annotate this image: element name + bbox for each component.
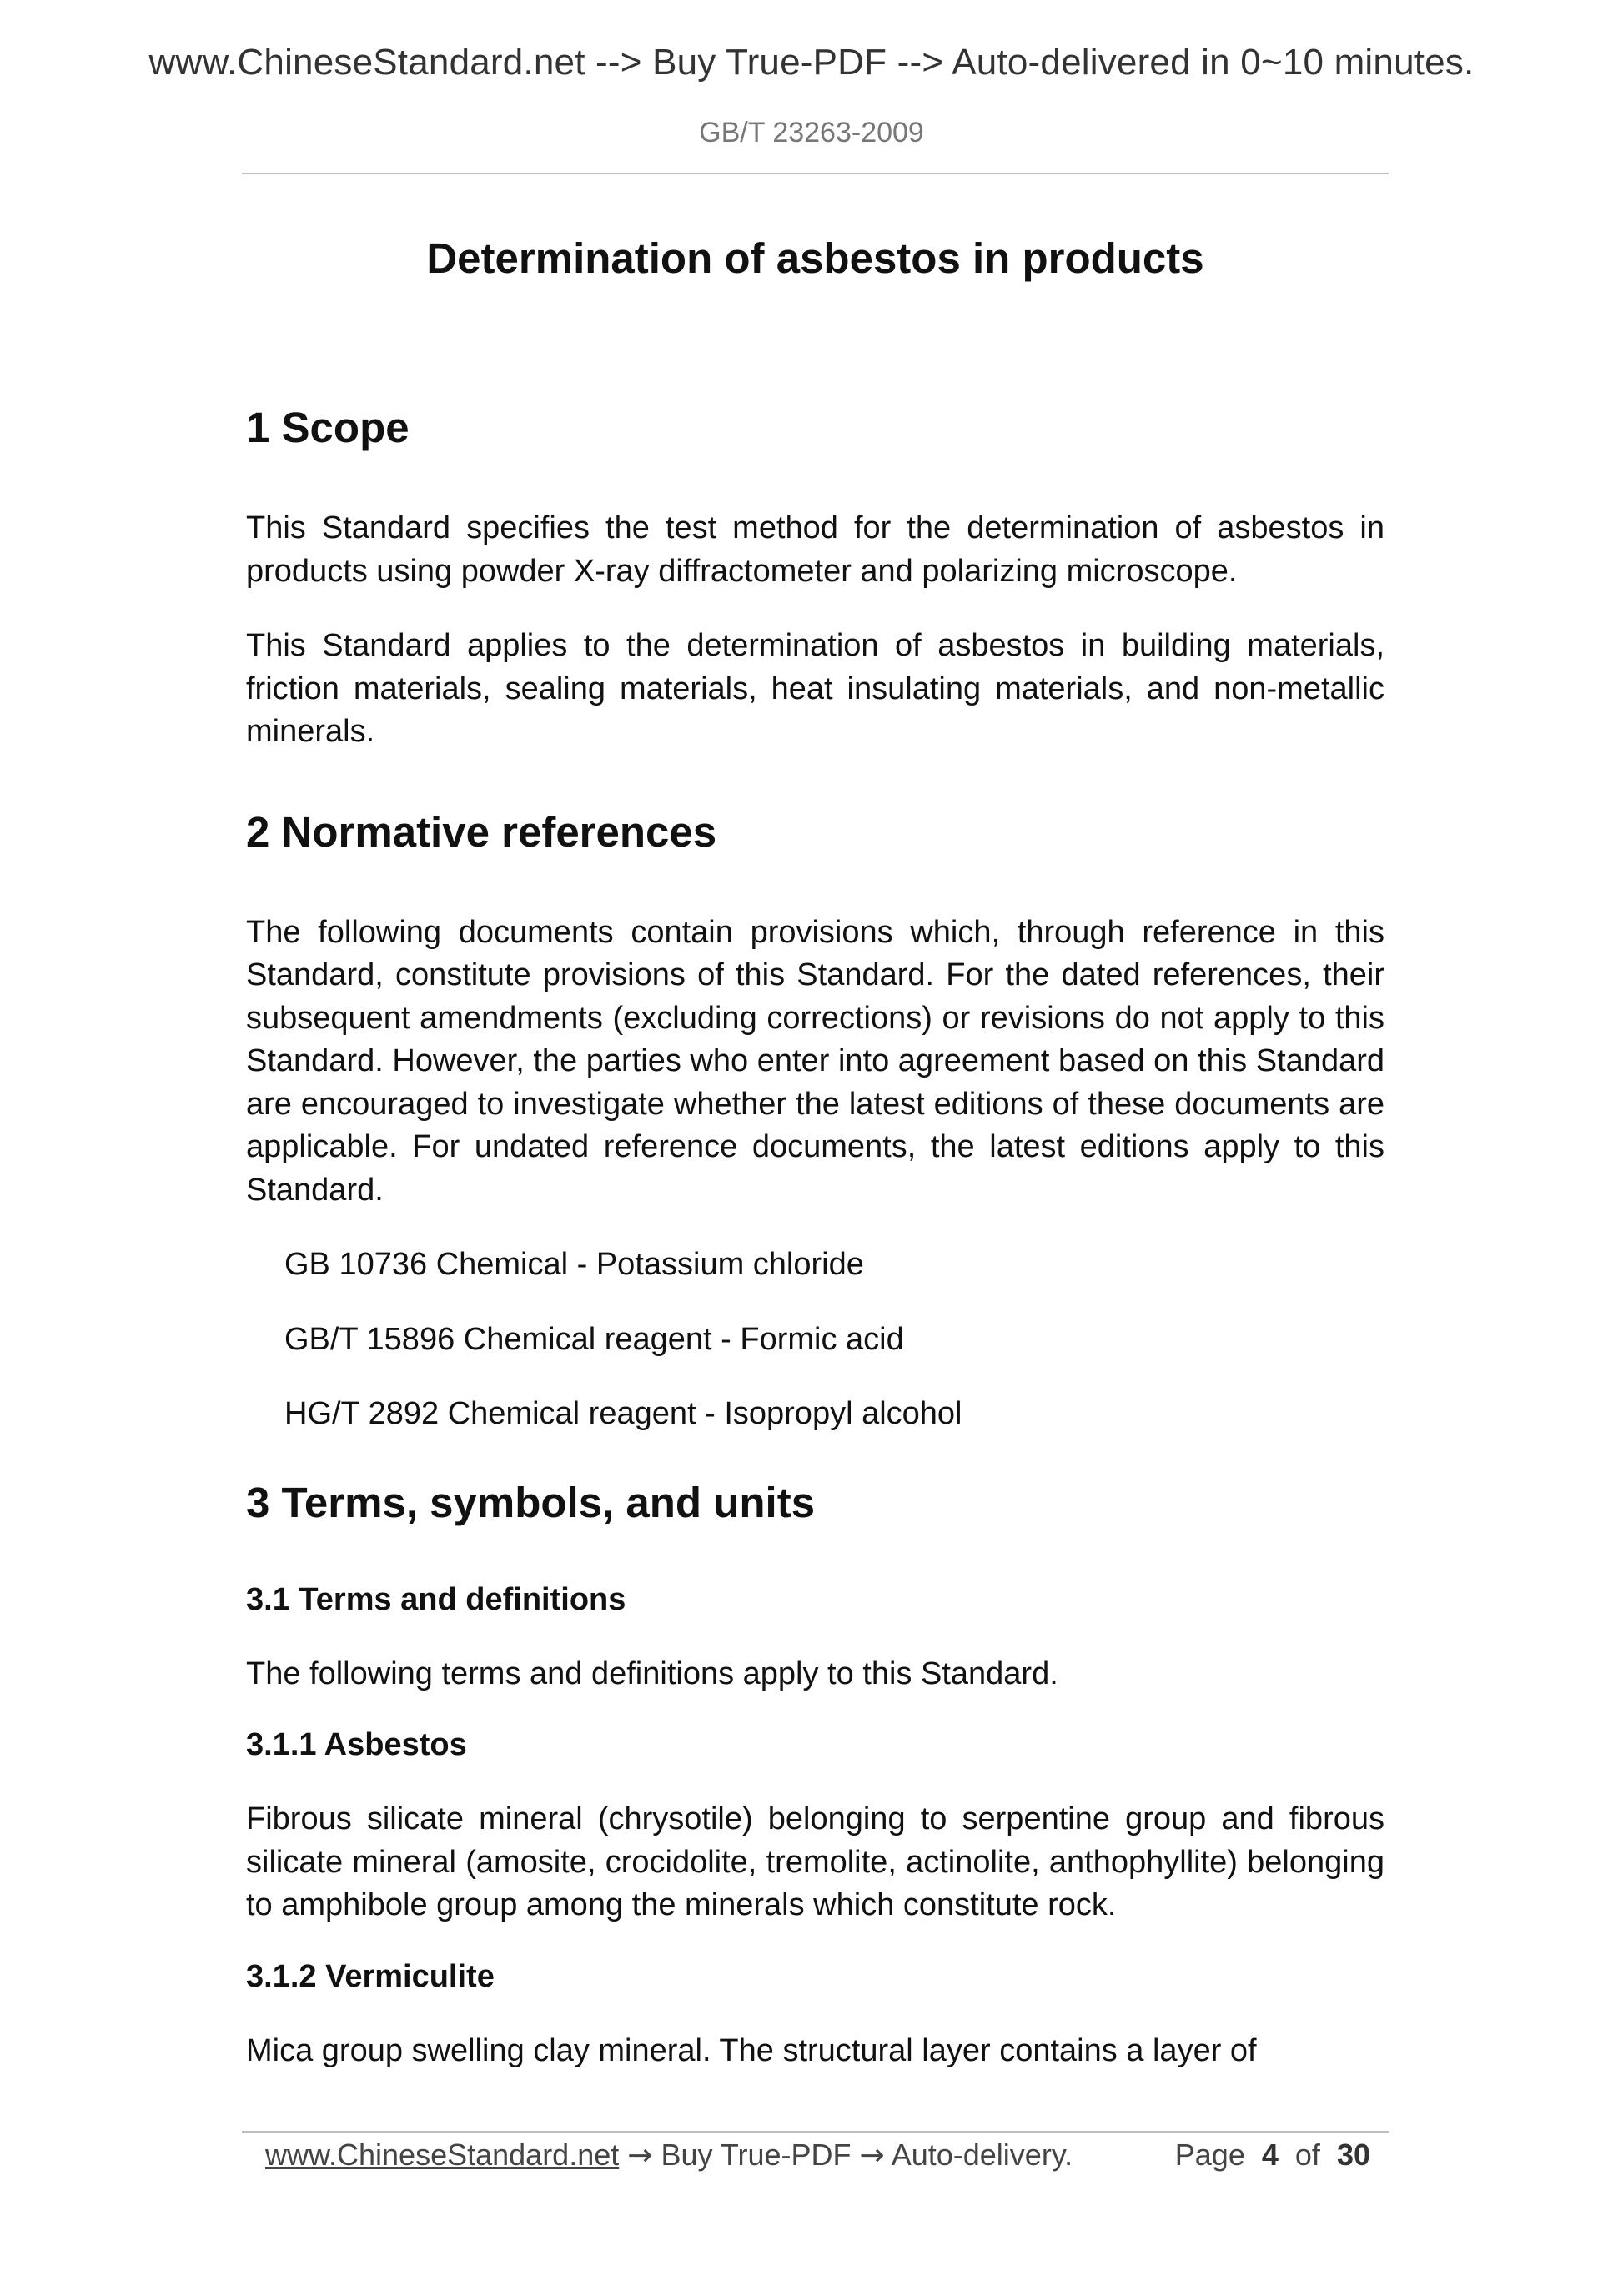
subsection-heading-terms-definitions: 3.1 Terms and definitions (246, 1581, 626, 1617)
footer-site-link[interactable]: www.ChineseStandard.net (265, 2138, 620, 2172)
terms-intro-paragraph: The following terms and definitions apply to this Standard. (246, 1655, 1058, 1691)
document-title: Determination of asbestos in products (426, 234, 1204, 282)
footer-delivery-text: Auto-delivery. (891, 2138, 1073, 2172)
term-definition-vermiculite: Mica group swelling clay mineral. The structural layer contains a layer of (246, 2032, 1257, 2068)
page-of-label: of (1294, 2138, 1320, 2172)
document-code: GB/T 23263-2009 (699, 117, 924, 148)
reference-item: GB 10736 Chemical - Potassium chloride (284, 1247, 864, 1282)
term-heading-asbestos: 3.1.1 Asbestos (246, 1727, 467, 1762)
header-banner: www.ChineseStandard.net --> Buy True-PDF --> Auto-delivered in 0~10 minutes. (148, 42, 1475, 83)
footer-divider (242, 2131, 1389, 2133)
section-heading-normative-references: 2 Normative references (246, 807, 717, 856)
header-divider (242, 173, 1389, 174)
reference-item: HG/T 2892 Chemical reagent - Isopropyl alcohol (284, 1396, 962, 1431)
term-heading-vermiculite: 3.1.2 Vermiculite (246, 1958, 495, 1994)
section-heading-scope: 1 Scope (246, 404, 410, 451)
normative-paragraph: The following documents contain provisions which, through reference in this Standard, constitute provisions of this Standard. For the dated references, their subsequent amendments (excluding corrections) or revisions do not apply to this Standard. However, the parties who enter into agreement based on this Standard are encouraged to investigate whether the latest editions of these documents are applicable. For undated reference documents, the latest editions apply to this Standard. (246, 914, 1384, 1208)
term-definition-asbestos: Fibrous silicate mineral (chrysotile) belonging to serpentine group and fibrous silicate mineral (amosite, crocidolite, tremolite, actinolite, anthophyllite) belonging to amphibole group among the minerals which constitute rock. (246, 1801, 1384, 1922)
page-footer (265, 2138, 1370, 2188)
page-content (246, 234, 1384, 2072)
page-number (1175, 2138, 1370, 2173)
scope-paragraph-1: This Standard specifies the test method for the determination of asbestos in products using powder X-ray diffractometer and polarizing microscope. (246, 510, 1384, 589)
footer-buy-text: Buy True-PDF (661, 2138, 852, 2172)
reference-item: GB/T 15896 Chemical reagent - Formic acid (284, 1321, 904, 1357)
footer-promo (265, 2138, 1073, 2173)
arrow-right-icon: → (627, 2138, 653, 2173)
page-total: 30 (1336, 2138, 1370, 2172)
section-heading-terms: 3 Terms, symbols, and units (246, 1478, 816, 1526)
page-label: Page (1174, 2138, 1245, 2172)
scope-paragraph-2: This Standard applies to the determination of asbestos in building materials, friction materials, sealing materials, heat insulating materials, and non-metallic minerals. (246, 628, 1384, 749)
page-current: 4 (1261, 2138, 1279, 2172)
arrow-right-icon: → (859, 2138, 885, 2173)
